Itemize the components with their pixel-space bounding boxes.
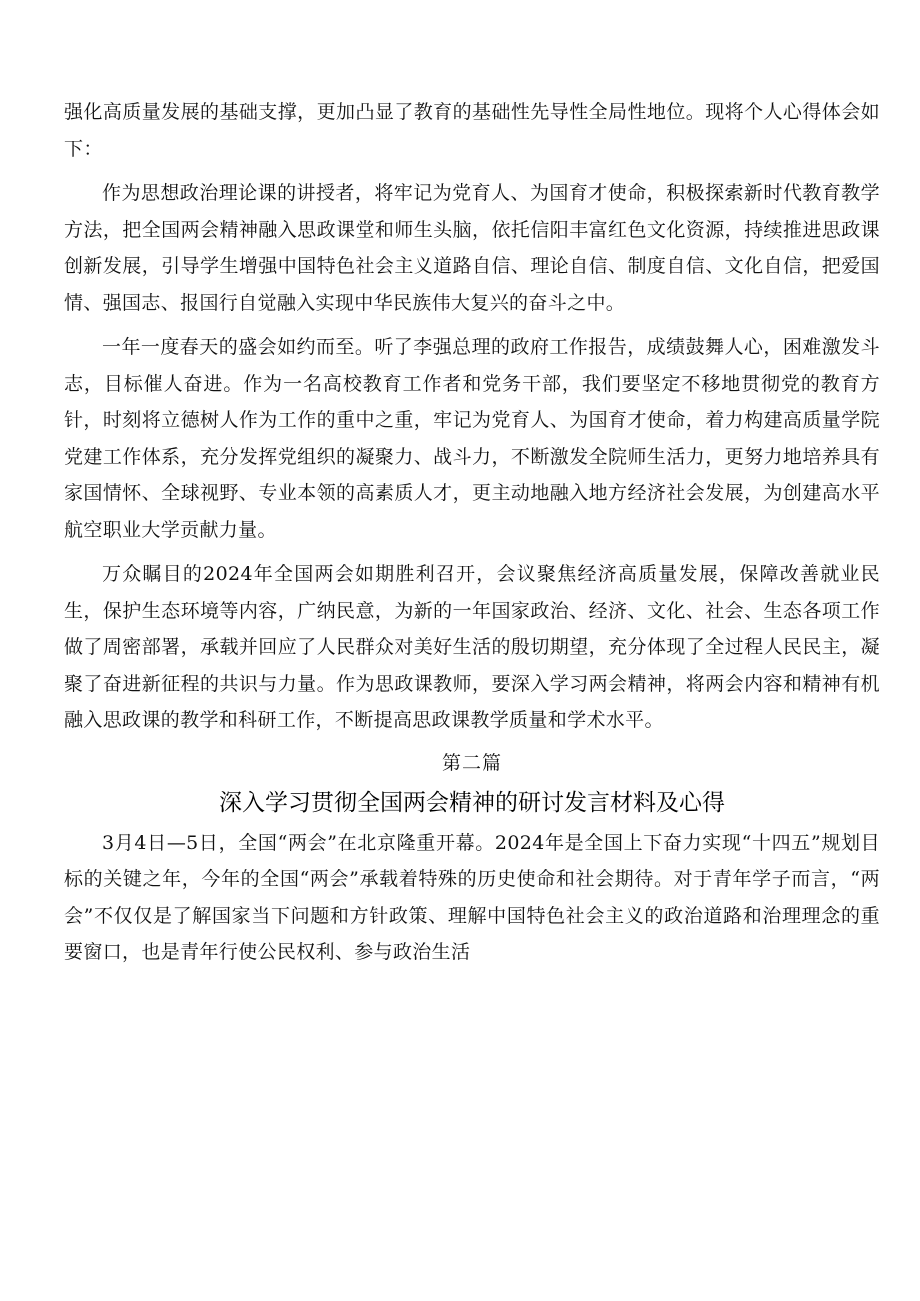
paragraph-intro-continuation: 强化高质量发展的基础支撑，更加凸显了教育的基础性先导性全局性地位。现将个人心得体会如下： (64, 101, 880, 160)
section-title: 深入学习贯彻全国两会精神的研讨发言材料及心得 (219, 789, 725, 816)
paragraph-ideological-teacher: 作为思想政治理论课的讲授者，将牢记为党育人、为国育才使命，积极探索新时代教育教学方法，把全国两会精神融入思政课堂和师生头脑，依托信阳丰富红色文化资源，持续推进思政课创新发展，引导学生增强中国特色社会主义道路自信、理论自信、制度自信、文化自信，把爱国情、强国志、报国行自觉融入实现中华民族伟大复兴的奋斗之中。 (64, 182, 880, 314)
paragraph-two-sessions-2024: 万众瞩目的2024年全国两会如期胜利召开，会议聚焦经济高质量发展，保障改善就业民生，保护生态环境等内容，广纳民意，为新的一年国家政治、经济、文化、社会、生态各项工作做了周密部署，承载并回应了人民群众对美好生活的殷切期望，充分体现了全过程人民民主，凝聚了奋进新征程的共识与力量。作为思政课教师，要深入学习两会精神，将两会内容和精神有机融入思政课的教学和科研工作，不断提高思政课教学质量和学术水平。 (64, 563, 880, 731)
paragraph-march-opening: 3月4日—5日，全国“两会”在北京隆重开幕。2024年是全国上下奋力实现“十四五”规划目标的关键之年，今年的全国“两会”承载着特殊的历史使命和社会期待。对于青年学子而言，“两会”不仅仅是了解国家当下问题和方针政策、理解中国特色社会主义的政治道路和治理理念的重要窗口，也是青年行使公民权利、参与政治生活 (64, 831, 880, 963)
paragraph-spring-session: 一年一度春天的盛会如约而至。听了李强总理的政府工作报告，成绩鼓舞人心，困难激发斗志，目标催人奋进。作为一名高校教育工作者和党务干部，我们要坚定不移地贯彻党的教育方针，时刻将立德树人作为工作的重中之重，牢记为党育人、为国育才使命，着力构建高质量学院党建工作体系，充分发挥党组织的凝聚力、战斗力，不断激发全院师生活力，更努力地培养具有家国情怀、全球视野、专业本领的高素质人才，更主动地融入地方经济社会发展，为创建高水平航空职业大学贡献力量。 (64, 336, 880, 541)
section-label: 第二篇 (441, 751, 502, 774)
